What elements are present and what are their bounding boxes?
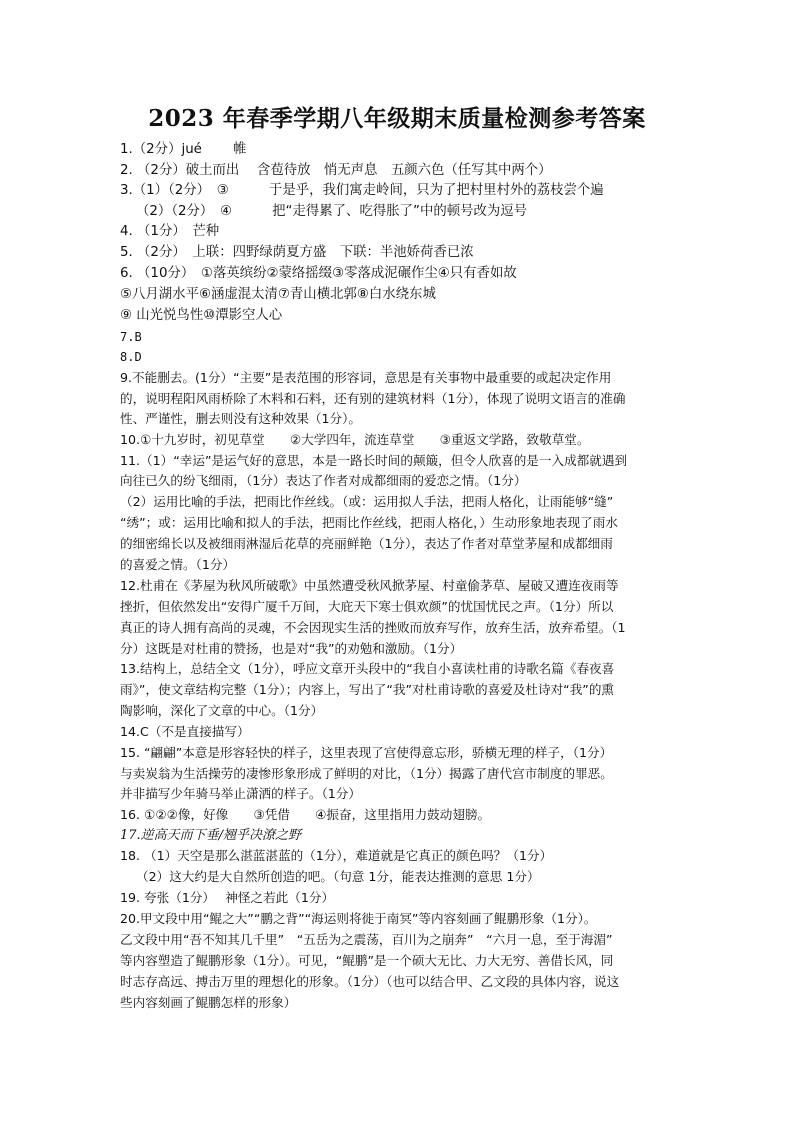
page-title: 2023 年春季学期八年级期末质量检测参考答案: [148, 105, 646, 132]
answer-line-q12-part2: 挫折，但依然发出“安得广厦千万间，大庇天下寒士俱欢颜”的忧国忧民之声。（1分）所以: [120, 599, 614, 614]
answer-line-q11-part4: “绣”；或：运用比喻和拟人的手法，把雨比作丝线，把雨人格化，）生动形象地表现了雨水: [120, 515, 618, 530]
answer-line-q20-part1: 20.甲文段中用“鲲之大”“鹏之背”“海运则将徙于南冥”等内容刻画了鲲鹏形象（1分）。: [120, 911, 597, 926]
answer-line-q9-part3: 性、严谨性，删去则没有这种效果（1分）。: [120, 411, 361, 426]
answer-line-q9-part1: 9.不能删去。(1分）“主要”是表范围的形容词，意思是有关事物中最重要的或起决定作用: [120, 370, 612, 385]
answer-line-q8: 8.D: [120, 350, 142, 364]
answer-line-q6-part3: ⑨ 山光悦鸟性⑩潭影空人心: [120, 308, 283, 323]
answer-line-q19: 19. 夸张（1分） 神怪之若此（1分）: [120, 890, 335, 905]
answer-line-q2: 2. （2分）破土而出 含苞待放 悄无声息 五颜六色（任写其中两个）: [120, 163, 552, 178]
answer-line-q7: 7.B: [120, 330, 142, 344]
answer-line-q12-part3: 真正的诗人拥有高尚的灵魂，不会因现实生活的挫败而放弃写作，放弃生活，放弃希望。（1: [120, 620, 626, 635]
answer-line-q12-part1: 12.杜甫在《茅屋为秋风所破歌》中虽然遭受秋风掀茅屋、村童偷茅草、屋破又遭连夜雨等: [120, 578, 619, 593]
answer-line-q15-part3: 并非描写少年骑马举止潇洒的样子。（1分）: [120, 786, 361, 801]
answer-line-q11-part1: 11.（1）“幸运”是运气好的意思，本是一路长时间的颠簸，但令人欣喜的是一入成都就遇到: [120, 453, 628, 468]
answer-line-q4: 4. （1分） 芒种: [120, 224, 220, 239]
answer-line-q16: 16. ①②②像，好像 ③凭借 ④振奋，这里指用力鼓动翅膀。: [120, 807, 491, 822]
answer-line-q6-part1: 6. （10分） ①落英缤纷②蒙络摇缀③零落成泥碾作尘④只有香如故: [120, 266, 517, 281]
answer-line-q11-part3: （2）运用比喻的手法，把雨比作丝线。（或：运用拟人手法，把雨人格化，让雨能够“缝”: [120, 494, 614, 509]
answer-line-q11-part5: 的细密绵长以及被细雨淋湿后花草的亮丽鲜艳（1分），表达了作者对草堂茅屋和成都细雨: [120, 536, 613, 551]
answer-line-q20-part3: 等内容塑造了鲲鹏形象（1分）。可见，“鲲鹏”是一个硕大无比、力大无穷、善借长风，同: [120, 953, 614, 968]
answer-line-q20-part5: 些内容刻画了鲲鹏怎样的形象）: [120, 995, 297, 1010]
answer-line-q1: 1.（2分）jué 帷: [120, 142, 247, 157]
answer-line-q13-part1: 13.结构上，总结全文（1分），呼应文章开头段中的“我自小喜读杜甫的诗歌名篇《春夜喜: [120, 661, 615, 676]
answer-line-q14: 14.C（不是直接描写）: [120, 724, 250, 739]
answer-line-q11-part6: 的喜爱之情。（1分）: [120, 557, 236, 572]
answer-line-q18-part1: 18. （1）天空是那么湛蓝湛蓝的（1分），难道就是它真正的颜色吗？（1分）: [120, 848, 553, 863]
answer-line-q9-part2: 的，说明程阳风雨桥除了木料和石料，还有别的建筑材料（1分），体现了说明文语言的准确: [120, 391, 626, 406]
answer-line-q5: 5. （2分） 上联：四野绿荫夏方盛 下联：半池娇荷香已浓: [120, 245, 474, 260]
answer-line-q15-part2: 与卖炭翁为生活操劳的凄惨形象形成了鲜明的对比，（1分）揭露了唐代宫市制度的罪恶。: [120, 766, 613, 781]
answer-line-q20-part2: 乙文段中用“吾不知其几千里” “五岳为之震荡，百川为之崩奔” “六月一息，至于海湄”: [120, 932, 613, 947]
answer-line-q13-part3: 陶影响，深化了文章的中心。（1分）: [120, 703, 324, 718]
answer-line-q15-part1: 15. “翩翩”本意是形容轻快的样子，这里表现了宫使得意忘形，骄横无理的样子，（1分）: [120, 745, 613, 760]
answer-line-q13-part2: 雨》”，使文章结构完整（1分）；内容上，写出了“我”对杜甫诗歌的喜爱及杜诗对“我”的熏: [120, 682, 615, 697]
answer-line-q3-part2: （2）（2分） ④ 把“走得累了、吃得胀了”中的顿号改为逗号: [136, 204, 528, 219]
answer-line-q18-part2: （2）这大约是大自然所创造的吧。（句意 1分，能表达推测的意思 1分）: [136, 869, 540, 884]
answer-line-q20-part4: 时志存高远、搏击万里的理想化的形象。（1分）（也可以结合甲、乙文段的具体内容，说这: [120, 974, 620, 989]
answer-line-q12-part4: 分）这既是对杜甫的赞扬，也是对“我”的劝勉和激励。（1分）: [120, 641, 463, 656]
answer-line-q11-part2: 向往已久的纷飞细雨，（1分）表达了作者对成都细雨的爱恋之情。（1分）: [120, 473, 527, 488]
answer-line-q6-part2: ⑤八月湖水平⑥涵虚混太清⑦青山横北郭⑧白水绕东城: [120, 287, 436, 302]
answer-line-q10: 10.①十九岁时，初见草堂 ②大学四年，流连草堂 ③重返文学路，致敬草堂。: [120, 432, 590, 447]
answer-line-q17: 17.逆高天而下垂/翘乎决潦之野: [120, 828, 302, 843]
answer-line-q3-part1: 3.（1）（2分） ③ 于是乎，我们寓走岭间，只为了把村里村外的荔枝尝个遍: [120, 183, 604, 198]
